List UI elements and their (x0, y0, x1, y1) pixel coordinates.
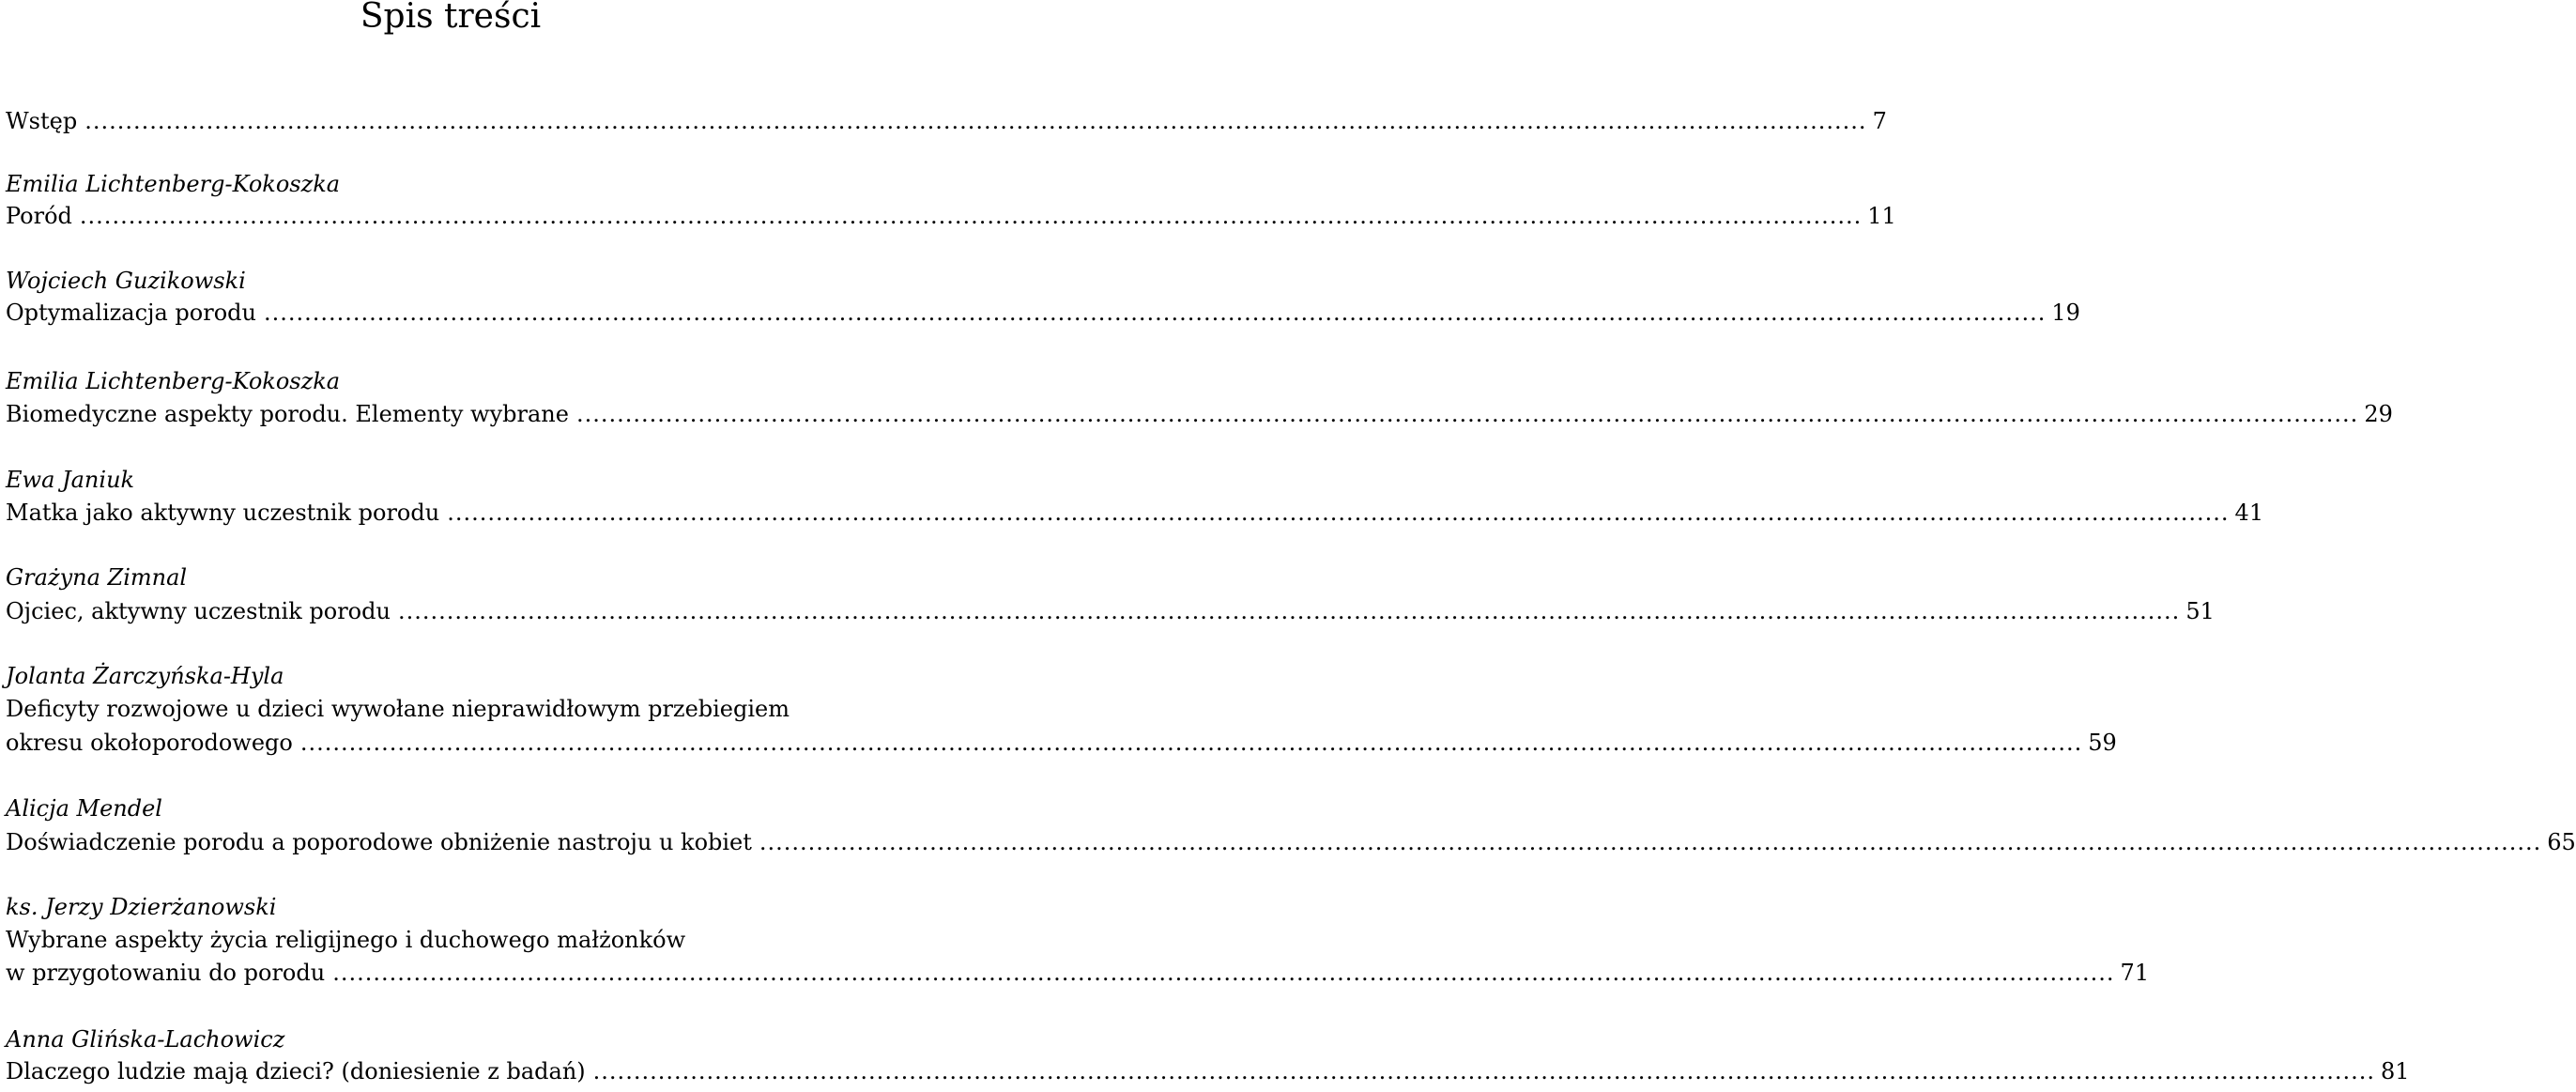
toc-author: Grażyna Zimnal (6, 564, 188, 591)
toc-page-number: 19 (2051, 300, 2080, 326)
toc-author: Anna Glińska-Lachowicz (6, 1026, 285, 1053)
toc-author: Jolanta Żarczyńska-Hyla (6, 663, 284, 689)
dot-leader: ............................................................................................................................................................................................................................ (397, 598, 2181, 624)
toc-author: Wojciech Guzikowski (6, 268, 246, 294)
toc-entry-title-line: Deficyty rozwojowe u dzieci wywołane nieprawidłowym przebiegiem (6, 696, 790, 722)
toc-entry-title: Biomedyczne aspekty porodu. Elementy wybrane (6, 401, 569, 427)
toc-entry-title: Optymalizacja porodu (6, 300, 256, 326)
dot-leader: ............................................................................................................................................................................................................................ (332, 960, 2115, 986)
toc-entry-line[interactable] (6, 299, 2080, 327)
toc-entry-title: Poród (6, 203, 72, 229)
toc-entry-line[interactable] (6, 107, 1887, 135)
toc-entry-line[interactable] (6, 400, 2393, 428)
dot-leader: ............................................................................................................................................................................................................................ (592, 1058, 2376, 1084)
toc-entry-line[interactable] (6, 202, 1896, 230)
toc-page-number: 11 (1867, 203, 1896, 229)
toc-page-number: 41 (2234, 500, 2264, 526)
dot-leader: ............................................................................................................................................................................................................................ (264, 300, 2047, 326)
toc-author: Emilia Lichtenberg-Kokoszka (6, 368, 341, 394)
toc-entry-title: w przygotowaniu do porodu (6, 960, 326, 986)
dot-leader: ............................................................................................................................................................................................................................ (84, 108, 1867, 134)
toc-page-number: 7 (1872, 108, 1887, 134)
toc-author: Emilia Lichtenberg-Kokoszka (6, 171, 341, 197)
dot-leader: ............................................................................................................................................................................................................................ (759, 829, 2542, 855)
toc-entry-title: Wstęp (6, 108, 78, 134)
dot-leader: ............................................................................................................................................................................................................................ (299, 730, 2083, 756)
page-title: Spis treści (360, 0, 542, 36)
toc-entry-title: Ojciec, aktywny uczestnik porodu (6, 598, 391, 624)
toc-entry-title: okresu okołoporodowego (6, 730, 293, 756)
toc-entry-line[interactable] (6, 597, 2215, 625)
toc-page-number: 51 (2185, 598, 2215, 624)
toc-author: ks. Jerzy Dzierżanowski (6, 894, 277, 920)
toc-page-number: 81 (2381, 1058, 2410, 1084)
dot-leader: ............................................................................................................................................................................................................................ (79, 203, 1863, 229)
toc-entry-title: Doświadczenie porodu a poporodowe obniżenie nastroju u kobiet (6, 829, 752, 855)
dot-leader: ............................................................................................................................................................................................................................ (447, 500, 2230, 526)
dot-leader: ............................................................................................................................................................................................................................ (575, 401, 2359, 427)
toc-page-number: 29 (2364, 401, 2393, 427)
toc-entry-title-line: Wybrane aspekty życia religijnego i duchowego małżonków (6, 927, 686, 953)
toc-entry-line[interactable] (6, 828, 2576, 856)
toc-entry-title: Dlaczego ludzie mają dzieci? (doniesienie z badań) (6, 1058, 586, 1084)
toc-entry-line[interactable] (6, 1057, 2410, 1085)
toc-entry-line[interactable] (6, 729, 2117, 757)
toc-entry-title: Matka jako aktywny uczestnik porodu (6, 500, 440, 526)
toc-author: Alicja Mendel (6, 795, 162, 822)
toc-entry-line[interactable] (6, 959, 2150, 987)
toc-author: Ewa Janiuk (6, 467, 135, 493)
toc-page-number: 71 (2120, 960, 2150, 986)
toc-page-number: 59 (2088, 730, 2117, 756)
toc-entry-line[interactable] (6, 499, 2264, 527)
toc-page-number: 65 (2547, 829, 2576, 855)
